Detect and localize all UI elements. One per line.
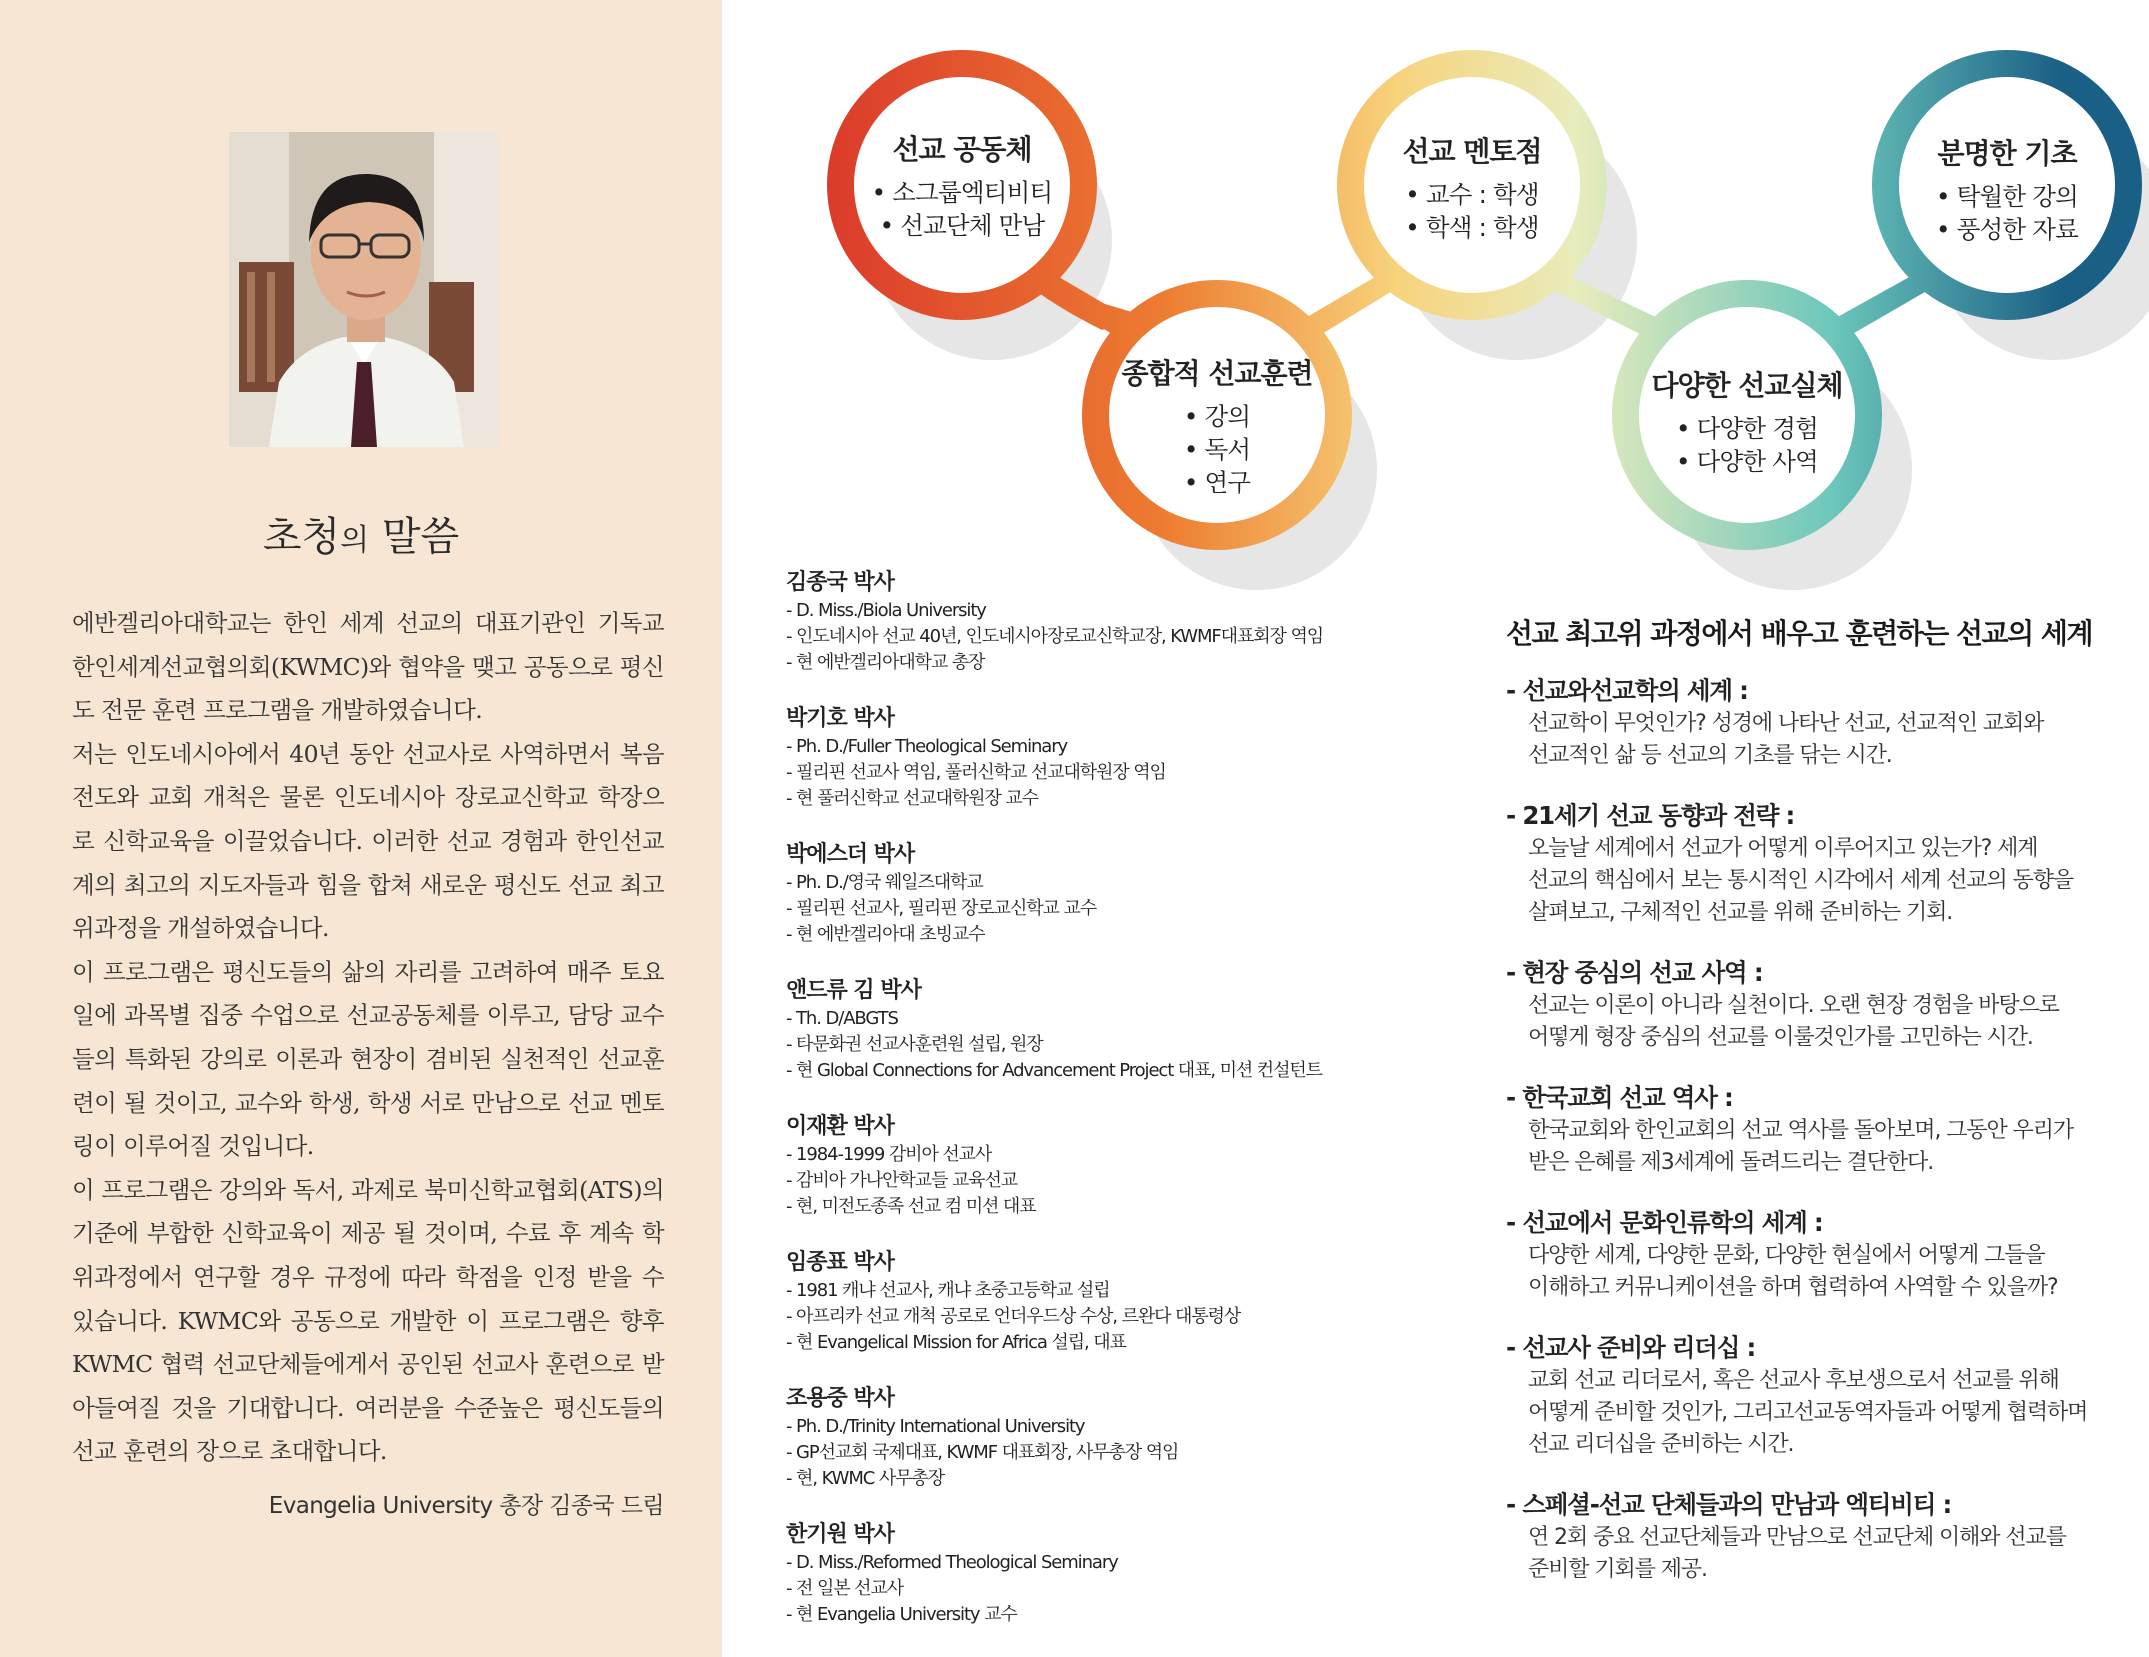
faculty-entry xyxy=(786,976,1426,1084)
president-portrait xyxy=(229,132,499,447)
diagram-node xyxy=(1352,130,1592,244)
node-item: • 연구 xyxy=(1183,468,1251,497)
faculty-credential: - 필리핀 선교사 역임, 풀러신학교 선교대학원장 역임 xyxy=(786,760,1426,786)
course-description: 어떻게 형장 중심의 선교를 이룰것인가를 고민하는 시간. xyxy=(1528,1025,2033,1050)
faculty-credential: - 전 일본 선교사 xyxy=(786,1576,1426,1602)
faculty-name: 이재환 박사 xyxy=(786,1114,894,1139)
faculty-credential: - 현 Global Connections for Advancement Project 대표, 미션 컨설턴트 xyxy=(786,1058,1426,1084)
invitation-title: 초청의 말씀 xyxy=(262,514,460,560)
invitation-signature: Evangelia University 총장 김종국 드림 xyxy=(268,1493,664,1519)
node-item: • 교수 : 학생 xyxy=(1405,180,1539,209)
node-item: • 강의 xyxy=(1183,402,1251,431)
faculty-name: 앤드류 김 박사 xyxy=(786,978,921,1003)
course-item xyxy=(1506,674,2126,772)
diagram-graphic xyxy=(722,0,2149,600)
node-title: 다양한 선교실체 xyxy=(1651,369,1843,402)
curriculum-section xyxy=(1506,612,2126,1613)
faculty-credential: - 현 Evangelical Mission for Africa 설립, 대표 xyxy=(786,1330,1426,1356)
node-title: 종합적 선교훈련 xyxy=(1121,357,1313,390)
diagram-node xyxy=(1087,352,1347,499)
faculty-entry xyxy=(786,1248,1426,1356)
node-title: 선교 멘토점 xyxy=(1402,135,1542,168)
faculty-credential: - 아프리카 선교 개척 공로로 언더우드상 수상, 르완다 대통령상 xyxy=(786,1304,1426,1330)
invitation-paragraph: 저는 인도네시아에서 40년 동안 선교사로 사역하면서 복음전도와 교회 개척은 물론 인도네시아 장로교신학교 학장으로 신학교육을 이끌었습니다. 이러한 선교 경험과 한인선교계의 최고의 지도자들과 힘을 합쳐 새로운 평신도 선교 최고위과정을 개설하였습니다. xyxy=(72,739,664,943)
faculty-name: 한기원 박사 xyxy=(786,1522,894,1547)
faculty-credential: - D. Miss./Biola University xyxy=(786,598,1426,624)
faculty-credential: - Ph. D./Trinity International University xyxy=(786,1414,1426,1440)
faculty-credential: - 현, 미전도종족 선교 컴 미션 대표 xyxy=(786,1194,1426,1220)
faculty-credential: - 필리핀 선교사, 필리핀 장로교신학교 교수 xyxy=(786,896,1426,922)
diagram-node xyxy=(1887,132,2127,246)
course-title: - 현장 중심의 선교 사역 : xyxy=(1506,956,2126,990)
faculty-name: 임종표 박사 xyxy=(786,1250,894,1275)
course-title: - 선교와선교학의 세계 : xyxy=(1506,674,2126,708)
node-title: 선교 공동체 xyxy=(892,133,1032,166)
course-description: 선교의 핵심에서 보는 통시적인 시각에서 세계 선교의 동향을 xyxy=(1528,868,2074,893)
faculty-credential: - 인도네시아 선교 40년, 인도네시아장로교신학교장, KWMF대표회장 역임 xyxy=(786,624,1426,650)
course-description: 선교는 이론이 아니라 실천이다. 오랜 현장 경험을 바탕으로 xyxy=(1528,993,2059,1018)
faculty-credential: - 1984-1999 감비아 선교사 xyxy=(786,1142,1426,1168)
invitation-paragraph: 에반겔리아대학교는 한인 세계 선교의 대표기관인 기독교 한인세계선교협의회(KWMC)와 협약을 맺고 공동으로 평신도 전문 훈련 프로그램을 개발하였습니다. xyxy=(72,609,664,725)
course-description: 연 2회 중요 선교단체들과 만남으로 선교단체 이해와 선교를 xyxy=(1528,1525,2066,1550)
course-description: 어떻게 준비할 것인가, 그리고선교동역자들과 어떻게 협력하며 xyxy=(1528,1400,2088,1425)
faculty-entry xyxy=(786,840,1426,948)
faculty-entry xyxy=(786,1520,1426,1628)
faculty-credential: - 감비아 가나안학교들 교육선교 xyxy=(786,1168,1426,1194)
faculty-entry xyxy=(786,704,1426,812)
faculty-credential: - Th. D/ABGTS xyxy=(786,1006,1426,1032)
faculty-credential: - 타문화권 선교사훈련원 설립, 원장 xyxy=(786,1032,1426,1058)
faculty-entry xyxy=(786,1112,1426,1220)
faculty-list xyxy=(786,568,1426,1656)
course-title: - 선교에서 문화인류학의 세계 : xyxy=(1506,1206,2126,1240)
faculty-credential: - GP선교회 국제대표, KWMF 대표회장, 사무총장 역임 xyxy=(786,1440,1426,1466)
course-description: 선교 리더십을 준비하는 시간. xyxy=(1528,1432,1794,1457)
program-diagram xyxy=(722,0,2149,600)
faculty-entry xyxy=(786,568,1426,676)
course-item xyxy=(1506,1488,2126,1586)
node-title: 분명한 기초 xyxy=(1937,137,2077,170)
course-description: 오늘날 세계에서 선교가 어떻게 이루어지고 있는가? 세계 xyxy=(1528,836,2038,861)
diagram-node xyxy=(842,128,1082,242)
node-item: • 다양한 경험 xyxy=(1676,414,1818,443)
course-item xyxy=(1506,1206,2126,1304)
curriculum-heading: 선교 최고위 과정에서 배우고 훈련하는 선교의 세계 xyxy=(1506,617,2092,650)
course-description: 다양한 세계, 다양한 문화, 다양한 현실에서 어떻게 그들을 xyxy=(1528,1243,2045,1268)
faculty-credential: - 현 Evangelia University 교수 xyxy=(786,1602,1426,1628)
node-item: • 선교단체 만남 xyxy=(879,211,1045,240)
faculty-name: 박기호 박사 xyxy=(786,706,894,731)
faculty-credential: - 현, KWMC 사무총장 xyxy=(786,1466,1426,1492)
course-item xyxy=(1506,956,2126,1054)
course-item xyxy=(1506,1081,2126,1179)
faculty-credential: - D. Miss./Reformed Theological Seminary xyxy=(786,1550,1426,1576)
course-description: 받은 은혜를 제3세계에 돌려드리는 결단한다. xyxy=(1528,1150,1934,1175)
invitation-panel xyxy=(0,0,722,1657)
invitation-body xyxy=(72,602,664,1474)
faculty-credential: - 1981 캐냐 선교사, 캐냐 초중고등학교 설립 xyxy=(786,1278,1426,1304)
faculty-name: 조용중 박사 xyxy=(786,1386,894,1411)
course-description: 선교학이 무엇인가? 성경에 나타난 선교, 선교적인 교회와 xyxy=(1528,711,2044,736)
node-item: • 탁월한 강의 xyxy=(1936,182,2078,211)
course-description: 이해하고 커뮤니케이션을 하며 협력하여 사역할 수 있을까? xyxy=(1528,1275,2058,1300)
course-description: 준비할 기회를 제공. xyxy=(1528,1557,1707,1582)
course-title: - 선교사 준비와 리더십 : xyxy=(1506,1331,2126,1365)
faculty-credential: - Ph. D./영국 웨일즈대학교 xyxy=(786,870,1426,896)
invitation-paragraph: 이 프로그램은 평신도들의 삶의 자리를 고려하여 매주 토요일에 과목별 집중 수업으로 선교공동체를 이루고, 담당 교수들의 특화된 강의로 이론과 현장이 겸비된 실천적인 선교훈련이 될 것이고, 교수와 학생, 학생 서로 만남으로 선교 멘토링이 이루어질 것입니다. xyxy=(72,957,664,1161)
course-item xyxy=(1506,799,2126,929)
faculty-credential: - Ph. D./Fuller Theological Seminary xyxy=(786,734,1426,760)
course-description: 살펴보고, 구체적인 선교를 위해 준비하는 기회. xyxy=(1528,900,1953,925)
faculty-name: 김종국 박사 xyxy=(786,570,894,595)
node-item: • 풍성한 자료 xyxy=(1936,215,2078,244)
course-description: 선교적인 삶 등 선교의 기초를 닦는 시간. xyxy=(1528,743,1892,768)
course-description: 한국교회와 한인교회의 선교 역사를 돌아보며, 그동안 우리가 xyxy=(1528,1118,2074,1143)
faculty-credential: - 현 에반겔리아대 초빙교수 xyxy=(786,922,1426,948)
node-item: • 학색 : 학생 xyxy=(1405,213,1539,242)
portrait-illustration xyxy=(229,132,499,447)
course-title: - 21세기 선교 동향과 전략 : xyxy=(1506,799,2126,833)
invitation-paragraph: 이 프로그램은 강의와 독서, 과제로 북미신학교협회(ATS)의 기준에 부합한 신학교육이 제공 될 것이며, 수료 후 계속 학위과정에서 연구할 경우 규정에 따라 학점을 인정 받을 수 있습니다. KWMC와 공동으로 개발한 이 프로그램은 향후 KWMC 협력 선교단체들에게서 공인된 선교사 훈련으로 받아들여질 것을 기대합니다. 여러분을 수준높은 평신도들의 선교 훈련의 장으로 초대합니다. xyxy=(72,1175,664,1466)
faculty-entry xyxy=(786,1384,1426,1492)
diagram-node xyxy=(1617,364,1877,478)
faculty-name: 박에스더 박사 xyxy=(786,842,915,867)
node-item: • 독서 xyxy=(1183,435,1251,464)
node-item: • 소그룹엑티비티 xyxy=(871,178,1053,207)
course-item xyxy=(1506,1331,2126,1461)
node-item: • 다양한 사역 xyxy=(1676,447,1818,476)
faculty-credential: - 현 에반겔리아대학교 총장 xyxy=(786,650,1426,676)
course-description: 교회 선교 리더로서, 혹은 선교사 후보생으로서 선교를 위해 xyxy=(1528,1368,2059,1393)
course-title: - 한국교회 선교 역사 : xyxy=(1506,1081,2126,1115)
course-title: - 스페셜-선교 단체들과의 만남과 엑티비티 : xyxy=(1506,1488,2126,1522)
faculty-credential: - 현 풀러신학교 선교대학원장 교수 xyxy=(786,786,1426,812)
